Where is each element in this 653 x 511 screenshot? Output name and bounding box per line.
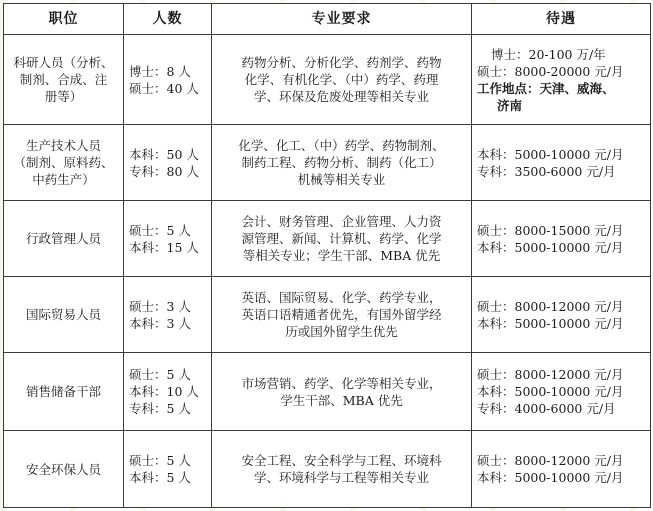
position-line: 生产技术人员 xyxy=(25,138,101,153)
requirements-cell xyxy=(212,277,472,353)
headcount-line: 专科：5 人 xyxy=(129,401,191,416)
requirements-cell xyxy=(212,353,472,431)
treatment-line: 本科：5000-10000 元/月 xyxy=(477,146,624,162)
position-cell xyxy=(4,35,124,125)
headcount-cell xyxy=(124,277,212,353)
position-cell xyxy=(4,431,124,508)
position-line: （制剂、原料药、 xyxy=(13,155,114,170)
position-cell xyxy=(4,125,124,201)
work-location-line: 济南 xyxy=(497,97,523,113)
headcount-line: 本科：50 人 xyxy=(129,146,199,162)
headcount-cell xyxy=(124,201,212,277)
requirements-line: 英语口语精通者优先，有国外留学经 xyxy=(241,307,442,322)
treatment-line: 本科：5000-10000 元/月 xyxy=(477,315,624,331)
position-cell xyxy=(4,277,124,353)
headcount-cell xyxy=(124,431,212,508)
table-row xyxy=(4,431,651,508)
requirements-line: 化学、化工、（中）药学、药物制剂、 xyxy=(238,138,445,153)
position-line: 册等） xyxy=(44,89,83,104)
headcount-cell xyxy=(124,35,212,125)
treatment-line: 硕士：8000-20000 元/月 xyxy=(477,63,624,79)
header-requirements: 专业要求 xyxy=(212,4,472,35)
treatment-line: 专科：3500-6000 元/月 xyxy=(477,163,616,179)
requirements-line: 制药工程、药物分析、制药（化工） xyxy=(241,155,442,170)
headcount-cell xyxy=(124,125,212,201)
headcount-line: 本科：15 人 xyxy=(129,239,199,255)
position-line: 制剂、合成、注 xyxy=(19,72,108,87)
requirements-cell xyxy=(212,35,472,125)
requirements-cell xyxy=(212,431,472,508)
treatment-line: 博士：20-100 万/年 xyxy=(491,46,606,62)
treatment-line: 本科：5000-10000 元/月 xyxy=(477,384,624,399)
treatment-cell xyxy=(472,353,651,431)
header-headcount: 人数 xyxy=(124,4,212,35)
treatment-line: 专科：4000-6000 元/月 xyxy=(477,401,616,416)
requirements-line: 历或国外留学生优先 xyxy=(285,324,398,339)
headcount-line: 硕士：5 人 xyxy=(129,453,191,468)
work-location-line: 工作地点：天津、威海、 xyxy=(477,80,615,96)
requirements-line: 机械等相关专业 xyxy=(297,172,386,187)
treatment-cell xyxy=(472,201,651,277)
requirements-line: 安全工程、安全科学与工程、环境科 xyxy=(241,453,442,468)
treatment-line: 硕士：8000-12000 元/月 xyxy=(477,453,624,468)
requirements-line: 学、环保及危废处理等相关专业 xyxy=(253,89,429,104)
requirements-line: 会计、财务管理、企业管理、人力资 xyxy=(241,214,442,229)
headcount-line: 专科：80 人 xyxy=(129,163,199,179)
headcount-line: 本科：10 人 xyxy=(129,384,199,399)
requirements-line: 源管理、新闻、计算机、药学、化学 xyxy=(241,231,442,246)
header-row xyxy=(4,4,651,35)
table-row xyxy=(4,277,651,353)
headcount-line: 硕士：5 人 xyxy=(129,367,191,382)
requirements-line: 英语、国际贸易、化学、药学专业， xyxy=(241,290,442,305)
requirements-line: 学、环境科学与工程等相关专业 xyxy=(253,470,429,485)
table-row xyxy=(4,35,651,125)
headcount-line: 本科：5 人 xyxy=(129,470,191,485)
position-line: 中药生产） xyxy=(32,172,95,187)
header-treatment: 待遇 xyxy=(472,4,651,35)
treatment-line: 硕士：8000-15000 元/月 xyxy=(477,222,624,238)
headcount-cell xyxy=(124,353,212,431)
headcount-line: 本科：3 人 xyxy=(129,315,191,331)
requirements-line: 等相关专业；学生干部、MBA 优先 xyxy=(242,248,441,263)
treatment-line: 本科：5000-10000 元/月 xyxy=(477,239,624,255)
recruitment-table xyxy=(3,3,651,508)
position-line: 国际贸易人员 xyxy=(25,307,101,322)
treatment-line: 本科：5000-10000 元/月 xyxy=(477,470,624,485)
position-line: 安全环保人员 xyxy=(25,461,101,477)
requirements-line: 药物分析、分析化学、药剂学、药物 xyxy=(241,55,442,70)
headcount-line: 博士：8 人 xyxy=(129,63,191,79)
treatment-line: 硕士：8000-12000 元/月 xyxy=(477,367,624,382)
requirements-cell xyxy=(212,201,472,277)
table-row xyxy=(4,201,651,277)
treatment-line: 硕士：8000-12000 元/月 xyxy=(477,298,624,314)
treatment-cell xyxy=(472,125,651,201)
headcount-line: 硕士：5 人 xyxy=(129,222,191,238)
treatment-cell xyxy=(472,431,651,508)
requirements-line: 学生干部、MBA 优先 xyxy=(280,392,403,408)
header-position: 职位 xyxy=(4,4,124,35)
table-row xyxy=(4,125,651,201)
position-line: 行政管理人员 xyxy=(25,231,101,246)
treatment-cell xyxy=(472,35,651,125)
headcount-line: 硕士：40 人 xyxy=(129,80,199,96)
requirements-line: 市场营销、药学、化学等相关专业， xyxy=(241,375,442,391)
requirements-cell xyxy=(212,125,472,201)
headcount-line: 硕士：3 人 xyxy=(129,298,191,314)
position-cell xyxy=(4,201,124,277)
treatment-cell xyxy=(472,277,651,353)
position-cell xyxy=(4,353,124,431)
position-line: 销售储备干部 xyxy=(25,384,101,399)
table-row xyxy=(4,353,651,431)
position-line: 科研人员（分析、 xyxy=(13,55,114,70)
requirements-line: 化学、有机化学、（中）药学、药理 xyxy=(244,72,439,87)
